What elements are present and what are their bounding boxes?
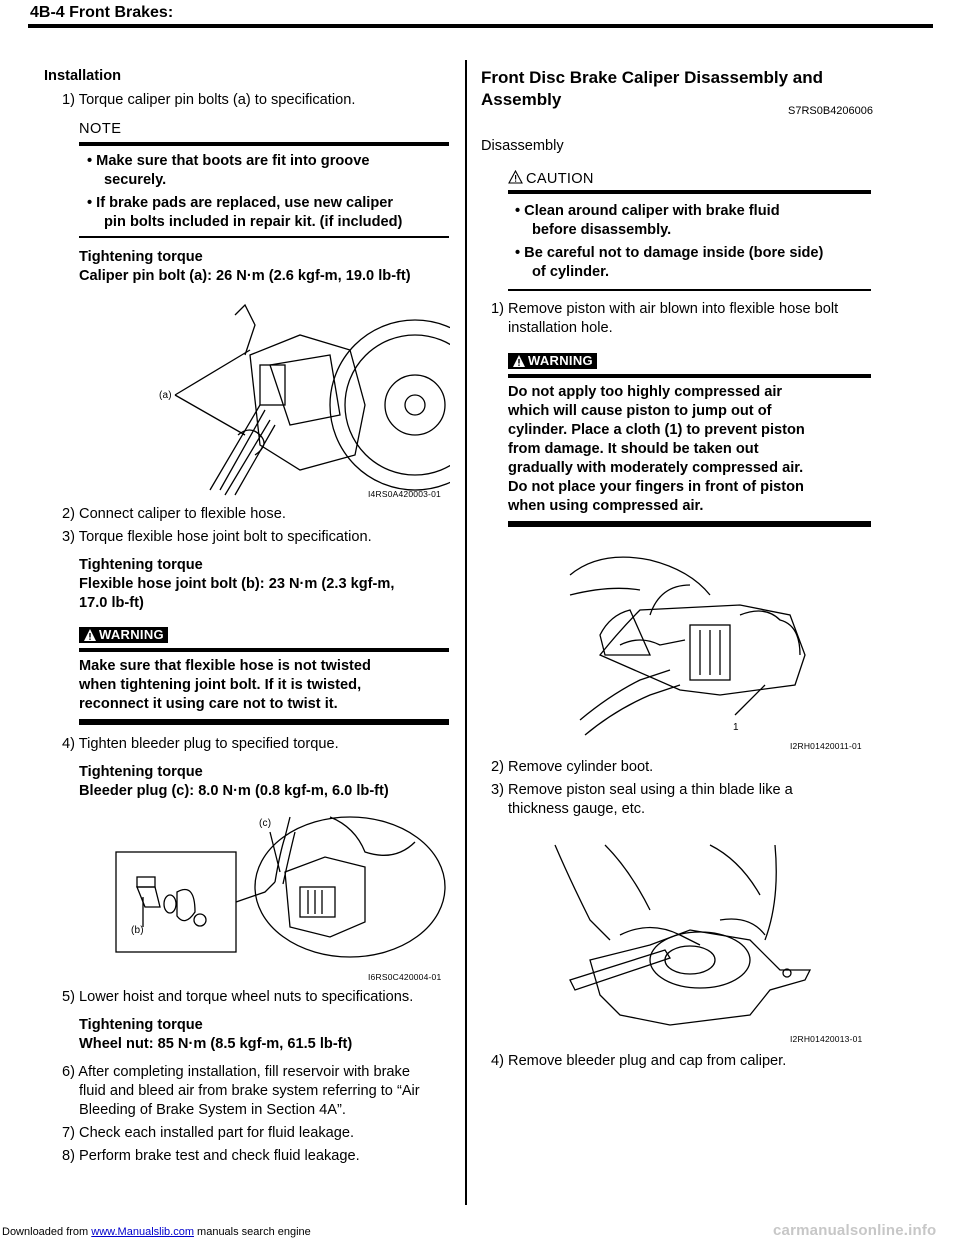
fig1-caption: I4RS0A420003-01 (368, 489, 441, 499)
caution-top-rule (508, 190, 871, 194)
footer-download-note (2, 1226, 311, 1238)
page-header-title: 4B-4 Front Brakes: (30, 4, 174, 21)
warning-1-line-3: reconnect it using care not to twist it. (79, 696, 338, 712)
fig1-callout-a: (a) (159, 390, 172, 401)
install-step-5: 5) Lower hoist and torque wheel nuts to specifications. (62, 989, 414, 1005)
footer-prefix: Downloaded from (2, 1226, 92, 1238)
warning-icon (513, 355, 525, 367)
warning-2-line-2: which will cause piston to jump out of (508, 403, 772, 419)
caution-bottom-rule (508, 289, 871, 291)
warning-2-line-5: gradually with moderately compressed air. (508, 460, 804, 476)
disassembly-heading: Disassembly (481, 138, 564, 154)
note-bottom-rule (79, 236, 449, 238)
figure-piston-seal-removal (550, 840, 830, 1035)
disassembly-step-4: 4) Remove bleeder plug and cap from caliper. (491, 1053, 787, 1069)
disassembly-step-2: 2) Remove cylinder boot. (491, 759, 654, 775)
install-step-8: 8) Perform brake test and check fluid leakage. (62, 1148, 360, 1164)
warning-2-line-7: when using compressed air. (508, 498, 704, 514)
disassembly-step-1-cont: installation hole. (508, 320, 613, 336)
watermark: carmanualsonline.info (773, 1222, 937, 1239)
installation-heading: Installation (44, 68, 122, 84)
warning-1-bottom-rule (79, 719, 449, 725)
install-step-6-cont-1: fluid and bleed air from brake system referring to “Air (79, 1083, 420, 1099)
caution-item-1: • Clean around caliper with brake fluid (515, 203, 780, 219)
warning-2-top-rule (508, 374, 871, 378)
torque-2-value-cont: 17.0 lb-ft) (79, 595, 144, 611)
install-step-6-cont-2: Bleeding of Brake System in Section 4A”. (79, 1102, 346, 1118)
fig3-callout-1: 1 (733, 722, 739, 733)
note-top-rule (79, 142, 449, 146)
warning-1-line-2: when tightening joint bolt. If it is twisted, (79, 677, 362, 693)
caution-item-2-cont: of cylinder. (532, 264, 610, 280)
caution-item-2: • Be careful not to damage inside (bore side) (515, 245, 824, 261)
caution-icon (508, 170, 523, 184)
column-divider (465, 60, 467, 1205)
fig2-caption: I6RS0C420004-01 (368, 972, 442, 982)
note-item-1-cont: securely. (104, 172, 167, 188)
install-step-3: 3) Torque flexible hose joint bolt to specification. (62, 529, 372, 545)
note-item-1: • Make sure that boots are fit into groove (87, 153, 370, 169)
header-rule (28, 24, 933, 28)
warning-label-2: WARNING (528, 353, 593, 368)
warning-2-line-6: Do not place your fingers in front of piston (508, 479, 804, 495)
warning-2-line-1: Do not apply too highly compressed air (508, 384, 783, 400)
disassembly-step-1: 1) Remove piston with air blown into flexible hose bolt (491, 301, 839, 317)
note-label: NOTE (79, 121, 122, 137)
figure-flexible-hose-joint (115, 812, 450, 982)
footer-suffix: manuals search engine (193, 1226, 311, 1238)
warning-2-line-3: cylinder. Place a cloth (1) to prevent piston (508, 422, 805, 438)
fig2-callout-b: (b) (131, 925, 144, 936)
caution-label: CAUTION (526, 171, 594, 187)
section-title-line-1: Front Disc Brake Caliper Disassembly and (481, 68, 824, 87)
warning-label-1: WARNING (99, 627, 164, 642)
install-step-6: 6) After completing installation, fill reservoir with brake (62, 1064, 410, 1080)
install-step-2: 2) Connect caliper to flexible hose. (62, 506, 286, 522)
warning-1-top-rule (79, 648, 449, 652)
torque-2-value: Flexible hose joint bolt (b): 23 N·m (2.3 kgf-m, (79, 576, 395, 592)
figure-caliper-pin-bolts (150, 295, 450, 500)
fig4-caption: I2RH01420013-01 (790, 1034, 863, 1044)
install-step-1: 1) Torque caliper pin bolts (a) to specification. (62, 92, 356, 108)
install-step-4: 4) Tighten bleeder plug to specified torque. (62, 736, 339, 752)
torque-1-label: Tightening torque (79, 249, 203, 265)
fig2-callout-c: (c) (259, 818, 272, 829)
torque-3-value: Bleeder plug (c): 8.0 N·m (0.8 kgf-m, 6.0 lb-ft) (79, 783, 389, 799)
section-code: S7RS0B4206006 (788, 105, 874, 117)
note-item-2-cont: pin bolts included in repair kit. (if included) (104, 214, 403, 230)
torque-4-label: Tightening torque (79, 1017, 203, 1033)
torque-2-label: Tightening torque (79, 557, 203, 573)
manualslib-link[interactable]: www.Manualslib.com (91, 1226, 194, 1238)
warning-badge-1 (79, 627, 168, 643)
note-item-2: • If brake pads are replaced, use new caliper (87, 195, 394, 211)
warning-icon (84, 629, 96, 641)
warning-badge-2 (508, 353, 597, 369)
torque-4-value: Wheel nut: 85 N·m (8.5 kgf-m, 61.5 lb-ft) (79, 1036, 353, 1052)
torque-3-label: Tightening torque (79, 764, 203, 780)
warning-2-line-4: from damage. It should be taken out (508, 441, 759, 457)
caution-item-1-cont: before disassembly. (532, 222, 672, 238)
figure-piston-removal (560, 545, 815, 745)
disassembly-step-3-cont: thickness gauge, etc. (508, 801, 646, 817)
disassembly-step-3: 3) Remove piston seal using a thin blade like a (491, 782, 793, 798)
install-step-7: 7) Check each installed part for fluid leakage. (62, 1125, 355, 1141)
warning-2-bottom-rule (508, 521, 871, 527)
fig3-caption: I2RH01420011-01 (790, 741, 862, 751)
section-title-line-2: Assembly (481, 90, 562, 109)
torque-1-value: Caliper pin bolt (a): 26 N·m (2.6 kgf-m, 19.0 lb-ft) (79, 268, 411, 284)
warning-1-line-1: Make sure that flexible hose is not twisted (79, 658, 371, 674)
